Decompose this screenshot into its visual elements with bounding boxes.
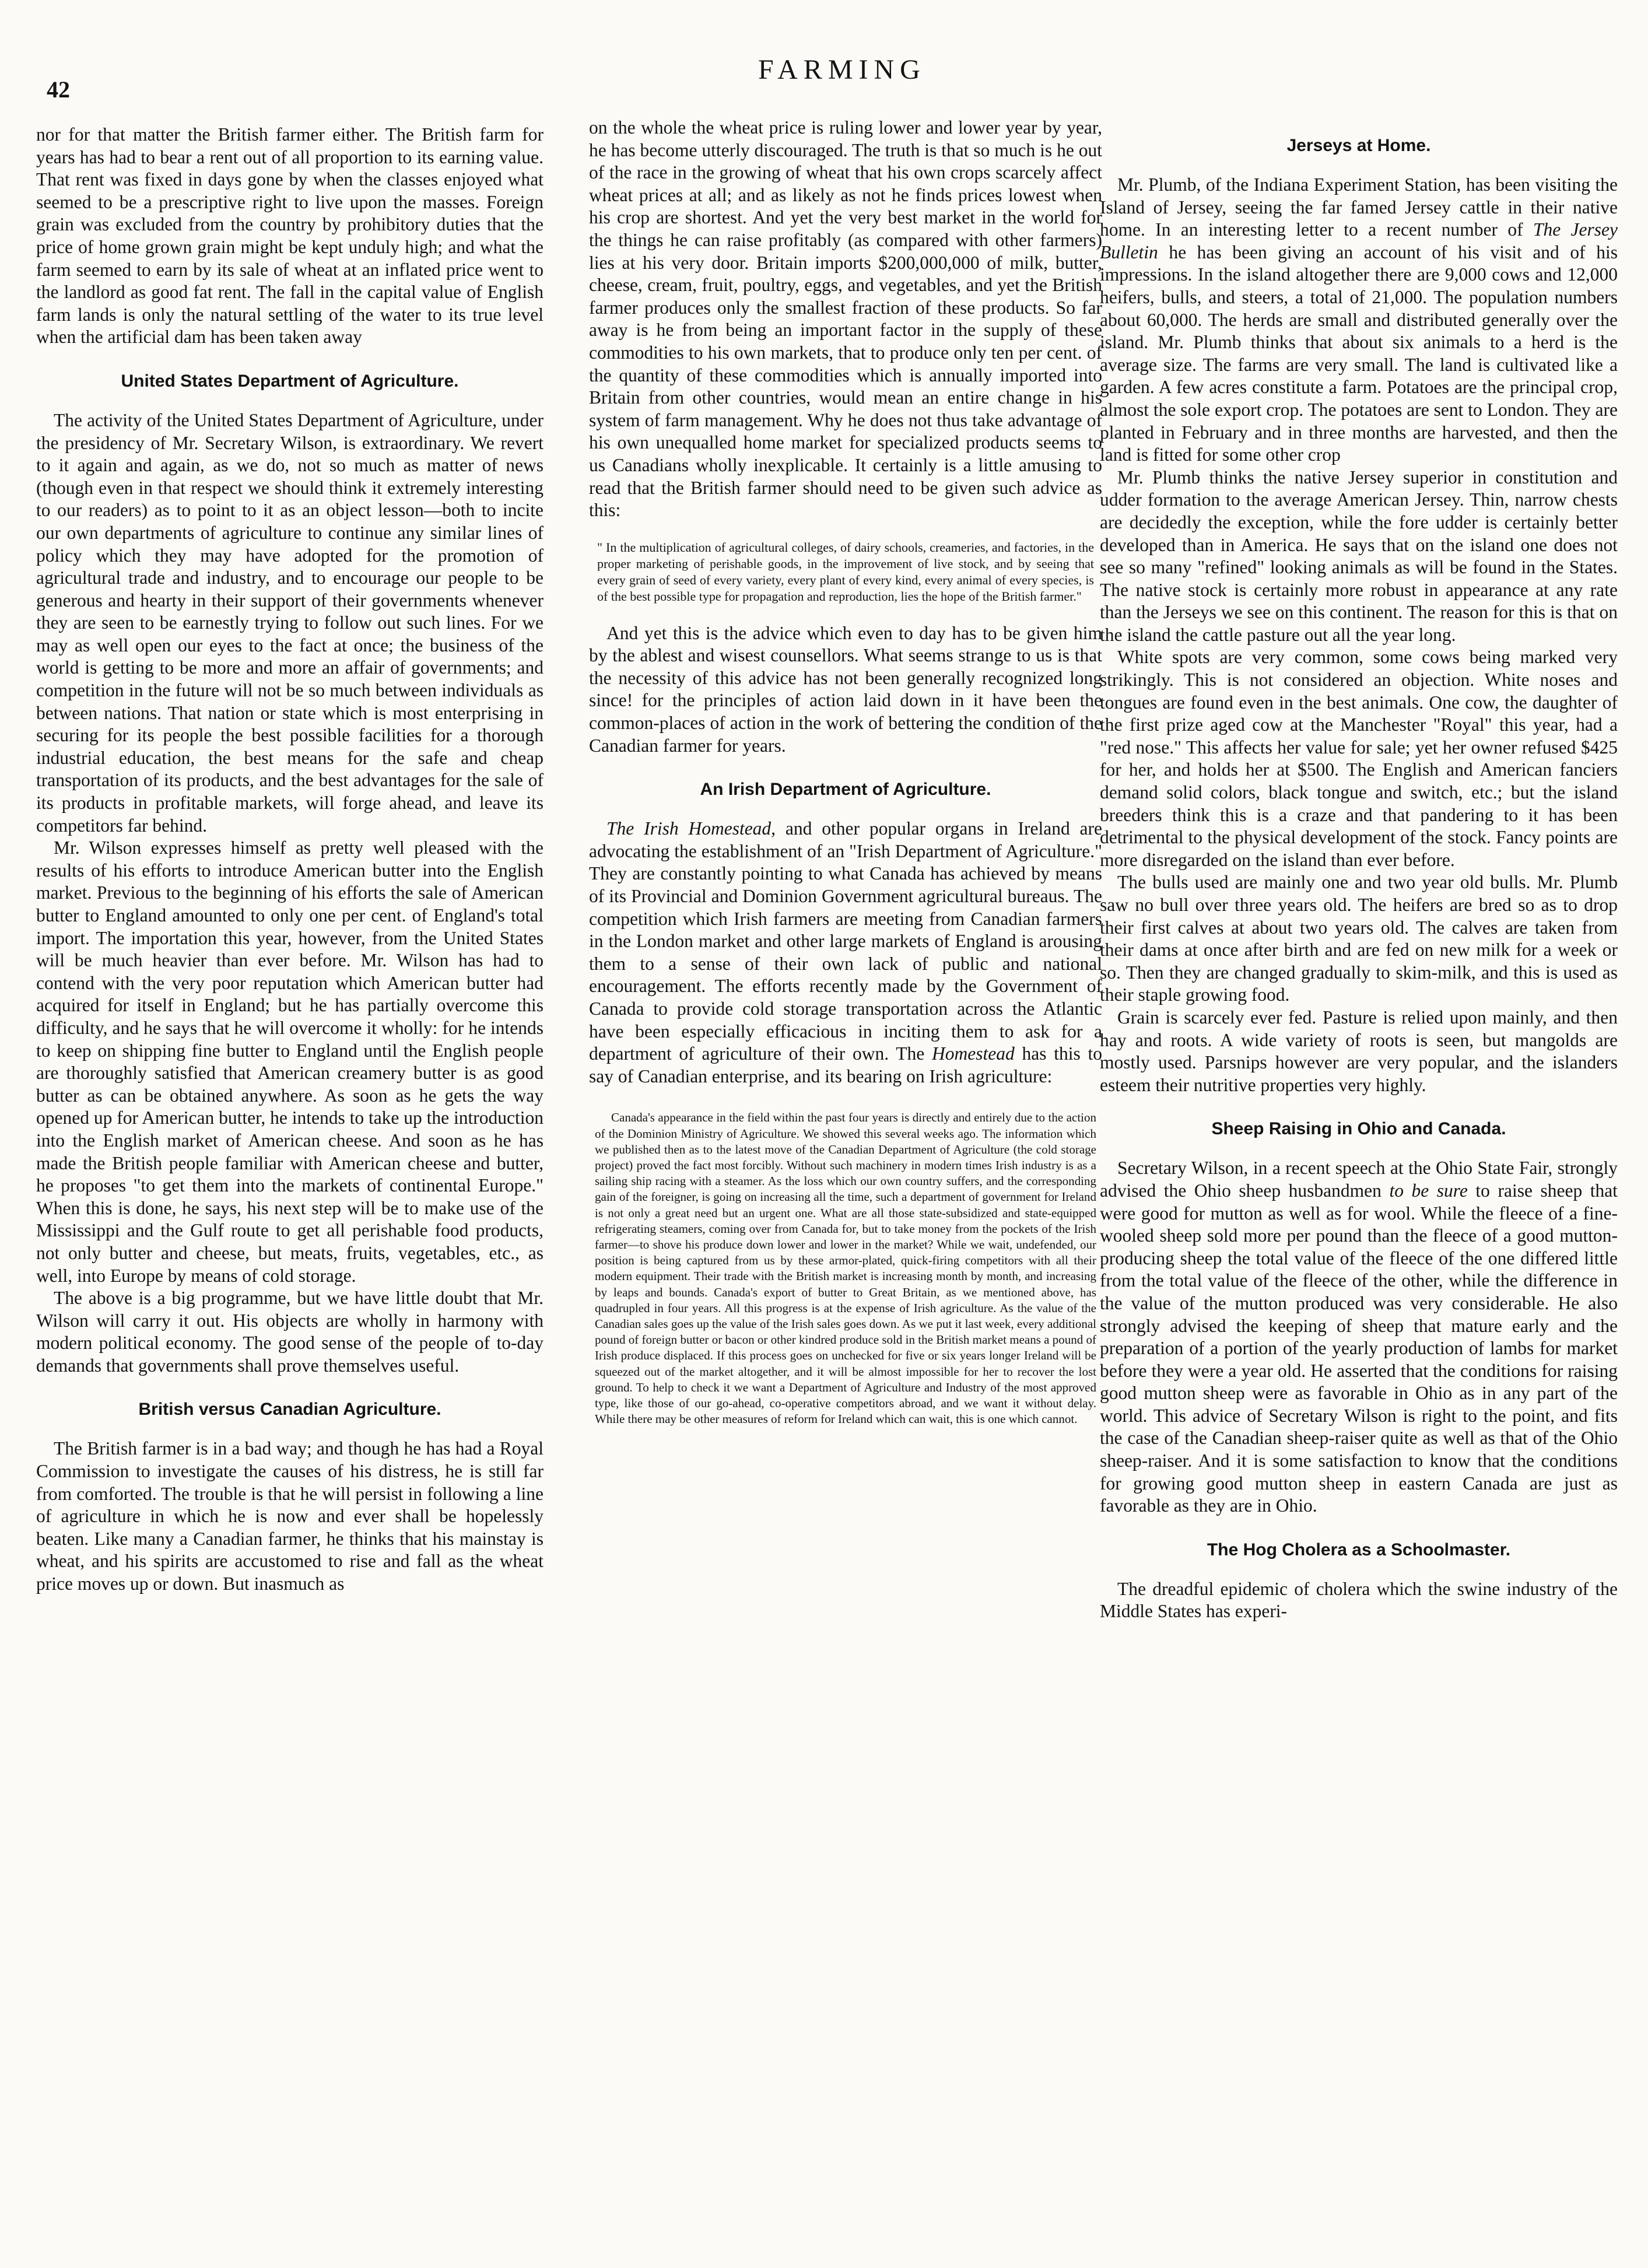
section-heading: British versus Canadian Agriculture. <box>138 1400 441 1419</box>
publication-title: The Jersey Bulletin <box>1100 219 1618 262</box>
paragraph-text: has this to say of Canadian enterprise, and its bearing on Irish agriculture: <box>589 1043 1102 1086</box>
article-paragraph: The dreadful epidemic of cholera which the swine industry of the Middle States has experi- <box>1100 1578 1618 1622</box>
section-heading: Jerseys at Home. <box>1286 136 1431 155</box>
article-paragraph <box>1100 1157 1618 1517</box>
article-paragraph: nor for that matter the British farmer either. The British farm for years has had to bear a rent out of all proportion to its earning value. That rent was fixed in days gone by when the classes enjoyed what seemed to be a prescriptive right to live upon the masses. Foreign grain was excluded from the country by prohibitory duties that the price of home grown grain might be kept unduly high; and what the farm seemed to earn by its sale of wheat at an inflated price went to the landlord as good fat rent. The fall in the capital value of English farm lands is only the natural settling of the water to its true level when the artificial dam has been taken away <box>36 124 544 348</box>
article-paragraph: And yet this is the advice which even to day has to be given him by the ablest and wisest counsellors. What seems strange to us is that the necessity of this advice has not been generally recognized long since! for the principles of action laid down in it have been the common-places of action in the work of bettering the condition of the Canadian farmer for years. <box>589 622 1102 756</box>
block-quote: Canada's appearance in the field within the past four years is directly and entirely due to the action of the Dominion Ministry of Agriculture. We showed this several weeks ago. The information which we published then as to the latest move of the Canadian Department of Agriculture (the cold storage project) proved the fact most forcibly. Without such machinery in modern times Irish industry is as a sailing ship racing with a steamer. As the loss which our own country suffers, and the corresponding gain of the foreigner, is going on increasing all the time, such a department of government for Ireland is not only a great need but an urgent one. What are all those state-subsidized and state-equipped refrigerating steamers, coming over from Canada for, but to take money from the pockets of the Irish farmer—to shove his produce down lower and lower in the market? While we wait, undefended, our position is being captured from us by these armor-plated, quick-firing competitors with all their modern equipment. Their trade with the British market is increasing month by month, and increasing by leaps and bounds. Canada's export of butter to Great Britain, as we mentioned above, has quadrupled in four years. All this progress is at the expense of Irish agriculture. As the value of the Canadian sales goes up the value of the Irish sales goes down. As we put it last week, every additional pound of foreign butter or bacon or other kindred produce sold in the British market means a pound of Irish produce displaced. If this process goes on unchecked for five or six years longer Ireland will be squeezed out of the market altogether, and it will be almost impossible for her to recover the lost ground. To help to check it we want a Department of Agriculture and Industry of the most approved type, like those of our go-ahead, co-operative competitors abroad, and we want it without delay. While there may be other measures of reform for Ireland which can wait, this is one which cannot. <box>595 1110 1096 1426</box>
paragraph-text: Mr. Plumb, of the Indiana Experiment Station, has been visiting the Island of Jersey, seeing the far famed Jersey cattle in their native home. In an interesting letter to a recent number of <box>1100 174 1618 240</box>
running-title: FARMING <box>758 54 926 85</box>
column-middle <box>589 117 1102 2239</box>
article-paragraph <box>1100 174 1618 467</box>
paragraph-text: to raise sheep that were good for mutton as well as for wool. While the fleece of a fine-wooled sheep sold more per pound than the fleece of a good mutton-producing sheep the total value of the fleece of the one differed little from the total value of the fleece of the other, while the difference in the value of the mutton produced was very considerable. He also strongly advised the keeping of sheep that mature early and the preparation of a portion of the yearly production of lambs for market before they were a year old. He asserted that the conditions for raising good mutton sheep were as favorable in Ohio as in any part of the world. This advice of Secretary Wilson is right to the point, and fits the case of the Canadian sheep-raiser quite as well as that of the Ohio sheep-raiser. And it is some satisfaction to know that the conditions for growing good mutton sheep in eastern Canada are just as favorable as they are in Ohio. <box>1100 1180 1618 1516</box>
paragraph-text: and other popular organs in Ireland are advocating the establishment of an "Irish Department of Agriculture." They are constantly pointing to what Canada has achieved by means of its Provincial and Dominion Government agricultural bureaus. The competition which Irish farmers are meeting from Canadian farmers in the London market and other large markets of England is arousing them to a sense of their own lack of public and national encouragement. The efforts recently made by the Government of Canada to provide cold storage transportation across the Atlantic have been especially efficacious in inciting them to ask for a department of agriculture of their own. The <box>589 818 1102 1064</box>
article-paragraph: Grain is scarcely ever fed. Pasture is relied upon mainly, and then hay and roots. A wide variety of roots is seen, but mangolds are mostly used. Parsnips however are very popular, and the islanders esteem their nutritive properties very highly. <box>1100 1007 1618 1095</box>
block-quote: " In the multiplication of agricultural colleges, of dairy schools, creameries, and factories, in the proper marketing of perishable goods, in the improvement of live stock, and by seeing that every grain of seed of every variety, every plant of every kind, every animal of every species, is of the best possible type for propagation and reproduction, lies the hope of the British farmer." <box>597 539 1094 604</box>
publication-title: Homestead <box>932 1043 1015 1064</box>
page-number: 42 <box>47 76 70 103</box>
paragraph-text: Secretary Wilson, in a recent speech at the Ohio State Fair, strongly advised the Ohio sheep husbandmen <box>1100 1158 1618 1201</box>
publication-title: The Irish Homestead, <box>606 818 776 839</box>
article-paragraph <box>589 818 1102 1088</box>
column-left <box>36 124 544 2246</box>
article-paragraph: Mr. Plumb thinks the native Jersey superior in constitution and udder formation to the average American Jersey. Thin, narrow chests are decidedly the exception, while the fore udder is certainly better developed than in America. He says that on the island one does not see so many "refined" looking animals as will be found in the States. The native stock is certainly more robust in appearance at any rate than the Jerseys we see on this continent. The reason for this is that on the island the cattle pasture out all the year long. <box>1100 467 1618 645</box>
paragraph-text: he has been giving an account of his visit and of his impressions. In the island altogether there are 9,000 cows and 12,000 heifers, bulls, and steers, a total of 21,000. The population numbers about 60,000. The herds are small and distributed generally over the island. Mr. Plumb thinks that about six animals to a herd is the average size. The farms are very small. The land is cultivated like a garden. A few acres constitute a farm. Potatoes are the principal crop, almost the sole export crop. The potatoes are sent to London. They are planted in February and in three months are harvested, and then the land is fitted for some other crop <box>1100 241 1618 465</box>
article-paragraph: The above is a big programme, but we have little doubt that Mr. Wilson will carry it out. His objects are wholly in harmony with modern political economy. The good sense of the people of to-day demands that governments shall prove themselves useful. <box>36 1288 544 1376</box>
section-heading: The Hog Cholera as a Schoolmaster. <box>1207 1540 1511 1559</box>
article-paragraph: White spots are very common, some cows being marked very strikingly. This is not considered an objection. White noses and tongues are found even in the best animals. One cow, the daughter of the first prize aged cow at the Manchester "Royal" this year, had a "red nose." This affects her value for sale; yet her owner refused $425 for her, and holds her at $500. The English and American fanciers demand solid colors, black tongue and switch, etc.; but the island breeders think this is a craze and that pandering to it has been detrimental to the physical development of the stock. Fancy points are more disregarded on the island than ever before. <box>1100 647 1618 870</box>
section-heading: Sheep Raising in Ohio and Canada. <box>1211 1119 1506 1139</box>
article-paragraph: The activity of the United States Department of Agriculture, under the presidency of Mr. Secretary Wilson, is extraordinary. We revert to it again and again, as we do, not so much as matter of news (though even in that respect we should think it extremely interesting to our readers) as to point to it as an object lesson—both to incite our own departments of agriculture to continue any similar lines of policy which they may have adopted for the promotion of agricultural trade and industry, and to encourage our people to be generous and hearty in their support of their governments whenever they are seen to be earnestly trying to follow out such lines. For we may as well open our eyes to the fact at once; the business of the world is getting to be more and more an affair of governments; and competition in the future will not be so much between individuals as between nations. That nation or state which is most enterprising in securing for its people the best possible facilities for a thorough industrial education, the best means for the safe and cheap transportation of its products, and the best advantages for the sale of its products in profitable markets, will forge ahead, and leave its competitors far behind. <box>36 409 544 836</box>
article-paragraph: Mr. Wilson expresses himself as pretty well pleased with the results of his efforts to introduce American butter into the English market. Previous to the beginning of his efforts the sale of American butter to England amounted to only one per cent. of England's total import. The importation this year, however, from the United States will be much heavier than ever before. Mr. Wilson has had to contend with the very poor reputation which American butter had acquired for itself in England; but he has partially overcome this difficulty, and he says that he will overcome it wholly: for he intends to keep on shipping fine butter to England until the English people are thoroughly satisfied that American creamery butter is as good butter as can be obtained anywhere. As soon as he gets the way opened up for American butter, he intends to take up the introduction into the English market of American cheese. And soon as he has made the British people familiar with American cheese and butter, he proposes "to get them into the markets of continental Europe." When this is done, he says, his next step will be to make use of the Mississippi and the Gulf route to get all perishable food products, not only butter and cheese, but meats, fruits, vegetables, etc., as well, into Europe by means of cold storage. <box>36 837 544 1286</box>
article-paragraph: The British farmer is in a bad way; and though he has had a Royal Commission to investigate the causes of his distress, he is still far from comforted. The trouble is that he will persist in following a line of agriculture in which he is now and ever shall be hopelessly beaten. Like many a Canadian farmer, he thinks that his mainstay is wheat, and his spirits are accustomed to rise and fall as the wheat price moves up or down. But inasmuch as <box>36 1438 544 1594</box>
section-heading: United States Department of Agriculture. <box>121 371 459 391</box>
article-paragraph: The bulls used are mainly one and two year old bulls. Mr. Plumb saw no bull over three years old. The heifers are bred so as to drop their first calves at about two years old. The calves are taken from their dams at once after birth and are fed on new milk for a week or so. Then they are changed gradually to skim-milk, and this is used as their staple growing food. <box>1100 872 1618 1005</box>
column-right <box>1100 135 1618 2258</box>
section-heading: An Irish Department of Agriculture. <box>700 780 991 800</box>
emphasis: to be sure <box>1389 1180 1468 1201</box>
article-paragraph: on the whole the wheat price is ruling lower and lower year by year, he has become utterly discouraged. The truth is that so much is he out of the race in the growing of wheat that his own crops scarcely affect wheat prices at all; and as likely as not he finds prices lowest when his crop are shortest. And yet the very best market in the world for the things he can raise profitably (as compared with other farmers) lies at his very door. Britain imports $200,000,000 of milk, butter, cheese, cream, fruit, poultry, eggs, and vegetables, and yet the British farmer produces only the smallest fraction of these products. So far away is he from being an important factor in the supply of these commodities to his own markets, that to produce only ten per cent. of the quantity of these commodities which is annually imported into Britain from other countries, would mean an entire change in his system of farm management. Why he does not thus take advantage of his own unequalled home market for specialized products seems to us Canadians wholly inexplicable. It certainly is a little amusing to read that the British farmer should need to be given such advice as this: <box>589 117 1102 521</box>
